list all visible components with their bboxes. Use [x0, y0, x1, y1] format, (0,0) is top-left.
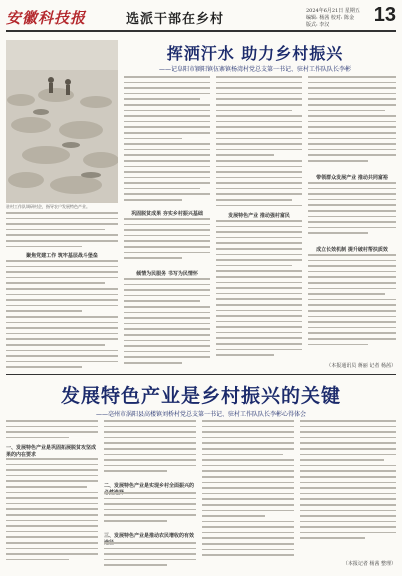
story2-column-1b	[6, 458, 98, 570]
story1-column-3b	[216, 220, 302, 370]
date-block	[306, 8, 366, 29]
story2-subhead-2: 二、发展特色产业是实现乡村全面振兴的	[104, 483, 195, 489]
story1-column-3a	[216, 76, 302, 211]
story1-subhead-4: 发展特色产业 推动强村富民	[228, 213, 290, 219]
story1-subhead-5: 带领群众发展产业 推动共同富裕	[316, 175, 388, 181]
story2-column-2a	[104, 420, 196, 480]
story2-subhead-1: 一、发展特色产业是巩固拓展脱贫攻坚成果的内在要求	[6, 445, 97, 458]
story1-byline: （本报通讯员 蒋丽 记者 杨茜）	[326, 363, 396, 369]
story2-headline: 发展特色产业是乡村振兴的关键	[60, 385, 341, 407]
layout-line: 版式: 李汉	[306, 22, 330, 28]
story2-column-4	[300, 420, 396, 555]
masthead	[6, 6, 396, 28]
story2-column-2b	[104, 492, 196, 530]
editor-line: 编辑: 杨茜 校对: 陈金	[306, 15, 355, 21]
story-divider	[6, 374, 396, 375]
story1-subhead-3: 倾情为民服务 书写为民情怀	[136, 271, 198, 277]
story1-subhead-1: 聚焦党建工作 筑牢基层战斗堡垒	[26, 253, 98, 259]
story1-column-4c	[308, 254, 396, 358]
story1-column-2c	[124, 278, 210, 370]
story1-subhead-6: 成立长效机制 提升破村帮扶质效	[316, 247, 388, 253]
photo-caption: 驻村工作队调研村企，指导农户发展特色产业。	[6, 204, 90, 209]
story1-column-2b	[124, 218, 210, 266]
story2-byline: （本报记者 杨茜 整理）	[342, 561, 396, 567]
masthead-rule	[6, 30, 396, 32]
story1-photo	[6, 40, 118, 203]
story1-column-2a	[124, 76, 210, 206]
story2-column-3	[202, 420, 294, 570]
story1-subheadline: ——记阜阳市颍阳镇伍寨镇杨湾村党总支第一书记、驻村工作队队长李彬	[158, 66, 351, 73]
story1-column-1b	[6, 260, 118, 370]
story2-column-2c	[104, 542, 196, 570]
date-line: 2024年6月21日 星期五	[306, 8, 360, 14]
story1-column-1a	[6, 212, 118, 257]
story1-subhead-2: 巩固脱贫成果 夯实乡村振兴基础	[131, 211, 203, 217]
story2-column-1a	[6, 420, 98, 442]
story1-headline: 挥洒汗水 助力乡村振兴	[166, 44, 344, 63]
story2-subhead-3: 三、发展特色产业是推动农民增收的有效	[104, 533, 195, 539]
story1-column-4b	[308, 182, 396, 242]
story1-column-4a	[308, 76, 396, 171]
page-number: 13	[373, 4, 396, 26]
newspaper-logo: 安徽科技报	[6, 9, 87, 27]
section-title: 选派干部在乡村	[126, 12, 225, 27]
story2-subheadline: ——亳州市涡阳县高楼镇刘桥村党总支第一书记、驻村工作队队长李彬心得体会	[95, 411, 306, 418]
field-photo-illustration	[6, 40, 118, 203]
